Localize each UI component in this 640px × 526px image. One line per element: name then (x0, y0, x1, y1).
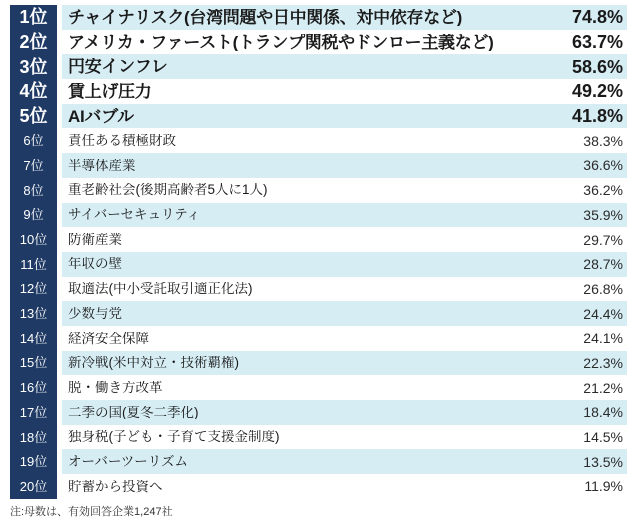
table-row (10, 474, 627, 499)
row-content (62, 128, 627, 153)
row-content (62, 178, 627, 203)
table-row (10, 54, 627, 79)
percentage-value: 74.8% (571, 7, 623, 28)
table-row (10, 400, 627, 425)
percentage-value: 13.5% (583, 453, 623, 470)
percentage-value: 24.1% (583, 330, 623, 347)
percentage-value: 26.8% (583, 280, 623, 297)
percentage-value: 28.7% (583, 256, 623, 273)
table-row (10, 153, 627, 178)
keyword-label: 取適法(中小受託取引適正化法) (68, 282, 253, 296)
keyword-label: サイバーセキュリティ (68, 208, 201, 222)
keyword-label: チャイナリスク(台湾問題や日中関係、対中依存など) (68, 8, 462, 26)
rank-cell: 5位 (10, 104, 57, 129)
keyword-label: オーバーツーリズム (68, 454, 189, 469)
percentage-value: 14.5% (583, 429, 623, 446)
rank-cell: 18位 (10, 425, 57, 450)
table-row (10, 178, 627, 203)
row-content (62, 104, 627, 129)
percentage-value: 29.7% (583, 231, 623, 248)
percentage-value: 49.2% (571, 81, 623, 102)
percentage-value: 63.7% (571, 32, 623, 53)
row-content (62, 54, 627, 79)
rank-cell: 2位 (10, 30, 57, 55)
row-content (62, 400, 627, 425)
percentage-value: 36.6% (583, 157, 623, 174)
keyword-label: AIバブル (68, 107, 134, 125)
table-row (10, 425, 627, 450)
table-row (10, 30, 627, 55)
footnote: 注:母数は、有効回答企業1,247社 (10, 505, 173, 518)
row-content (62, 449, 627, 474)
row-content (62, 301, 627, 326)
percentage-value: 18.4% (583, 404, 623, 421)
table-row (10, 375, 627, 400)
table-row (10, 79, 627, 104)
table-row (10, 326, 627, 351)
table-row (10, 449, 627, 474)
rank-cell: 15位 (10, 351, 57, 376)
rank-cell: 17位 (10, 400, 57, 425)
percentage-value: 11.9% (584, 478, 623, 495)
table-row (10, 252, 627, 277)
keyword-label: アメリカ・ファースト(トランプ関税やドンロー主義など) (68, 33, 494, 51)
row-content (62, 425, 627, 450)
percentage-value: 35.9% (583, 206, 623, 223)
table-row (10, 277, 627, 302)
keyword-label: 防衛産業 (68, 232, 122, 247)
table-row (10, 203, 627, 228)
table-row (10, 227, 627, 252)
keyword-label: 貯蓄から投資へ (68, 479, 163, 494)
percentage-value: 36.2% (583, 182, 623, 199)
rank-cell: 20位 (10, 474, 57, 499)
rank-cell: 14位 (10, 326, 57, 351)
row-content (62, 375, 627, 400)
row-content (62, 227, 627, 252)
row-content (62, 153, 627, 178)
keyword-label: 半導体産業 (68, 158, 136, 173)
ranking-table (10, 5, 627, 499)
row-content (62, 277, 627, 302)
rank-cell: 12位 (10, 277, 57, 302)
table-row (10, 128, 627, 153)
keyword-label: 新冷戦(米中対立・技術覇権) (68, 356, 239, 370)
percentage-value: 41.8% (571, 106, 623, 127)
rank-cell: 9位 (10, 203, 57, 228)
rank-cell: 7位 (10, 153, 57, 178)
row-content (62, 351, 627, 376)
row-content (62, 30, 627, 55)
row-content (62, 474, 627, 499)
percentage-value: 24.4% (583, 305, 623, 322)
percentage-value: 38.3% (583, 132, 623, 149)
rank-cell: 11位 (10, 252, 57, 277)
rank-cell: 1位 (10, 5, 57, 30)
table-row (10, 104, 627, 129)
table-row (10, 301, 627, 326)
keyword-label: 二季の国(夏冬二季化) (68, 405, 199, 420)
rank-cell: 6位 (10, 128, 57, 153)
rank-cell: 4位 (10, 79, 57, 104)
keyword-label: 円安インフレ (68, 58, 168, 76)
table-row (10, 351, 627, 376)
percentage-value: 22.3% (583, 354, 623, 371)
rank-cell: 8位 (10, 178, 57, 203)
keyword-label: 少数与党 (68, 306, 122, 321)
table-row (10, 5, 627, 30)
row-content (62, 326, 627, 351)
keyword-label: 賃上げ圧力 (68, 82, 152, 100)
rank-cell: 19位 (10, 449, 57, 474)
row-content (62, 252, 627, 277)
percentage-value: 58.6% (571, 56, 623, 77)
keyword-label: 経済安全保障 (68, 331, 149, 346)
rank-cell: 3位 (10, 54, 57, 79)
percentage-value: 21.2% (583, 379, 623, 396)
rank-cell: 13位 (10, 301, 57, 326)
row-content (62, 203, 627, 228)
row-content (62, 79, 627, 104)
keyword-label: 年収の壁 (68, 257, 122, 271)
rank-cell: 16位 (10, 375, 57, 400)
keyword-label: 責任ある積極財政 (68, 134, 176, 148)
rank-cell: 10位 (10, 227, 57, 252)
keyword-label: 独身税(子ども・子育て支援金制度) (68, 430, 280, 444)
keyword-label: 脱・働き方改革 (68, 380, 163, 395)
keyword-label: 重老齢社会(後期高齢者5人に1人) (68, 183, 268, 197)
row-content (62, 5, 627, 30)
